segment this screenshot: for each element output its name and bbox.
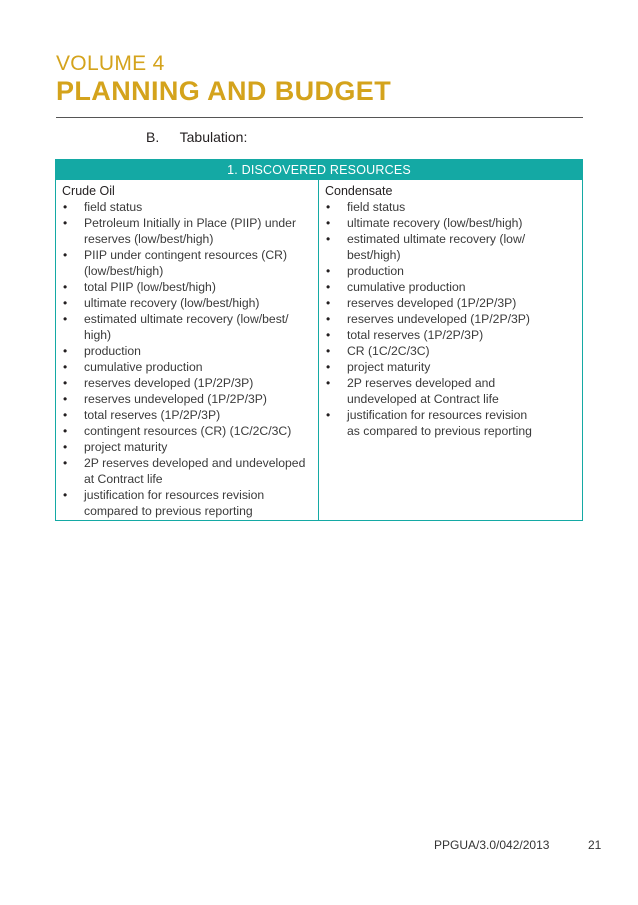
list-item: • cumulative production xyxy=(62,359,318,375)
subheading-text: Tabulation: xyxy=(179,129,248,145)
list-item: • 2P reserves developed and undeveloped at Contract life xyxy=(325,375,582,407)
page-title: PLANNING AND BUDGET xyxy=(56,76,392,106)
list-item: • PIIP under contingent resources (CR) (low/best/high) xyxy=(62,247,318,279)
crude-oil-heading: Crude Oil xyxy=(62,184,115,198)
list-item: • field status xyxy=(62,199,318,215)
volume-label: VOLUME 4 xyxy=(56,52,165,75)
crude-oil-list xyxy=(62,199,318,519)
list-item: • production xyxy=(325,263,582,279)
title-divider xyxy=(56,117,583,118)
list-item: • cumulative production xyxy=(325,279,582,295)
list-item: • field status xyxy=(325,199,582,215)
list-item: • reserves developed (1P/2P/3P) xyxy=(62,375,318,391)
list-item: • ultimate recovery (low/best/high) xyxy=(62,295,318,311)
list-item: • contingent resources (CR) (1C/2C/3C) xyxy=(62,423,318,439)
condensate-column xyxy=(319,180,582,520)
list-item: • project maturity xyxy=(62,439,318,455)
list-item: • production xyxy=(62,343,318,359)
table-header: 1. DISCOVERED RESOURCES xyxy=(56,160,582,180)
condensate-heading: Condensate xyxy=(325,184,393,198)
list-item: • estimated ultimate recovery (low/ best/high) xyxy=(325,231,582,263)
list-item: • 2P reserves developed and undeveloped at Contract life xyxy=(62,455,318,487)
list-item: • estimated ultimate recovery (low/best/ high) xyxy=(62,311,318,343)
resources-table xyxy=(55,159,583,521)
document-code: PPGUA/3.0/042/2013 xyxy=(434,838,550,852)
table-body xyxy=(56,180,582,520)
list-item: • project maturity xyxy=(325,359,582,375)
list-item: • Petroleum Initially in Place (PIIP) under reserves (low/best/high) xyxy=(62,215,318,247)
list-item: • reserves developed (1P/2P/3P) xyxy=(325,295,582,311)
crude-oil-column xyxy=(56,180,319,520)
list-item: • justification for resources revision as compared to previous reporting xyxy=(325,407,582,439)
condensate-list xyxy=(325,199,582,439)
section-subheading xyxy=(146,129,247,145)
list-item: • reserves undeveloped (1P/2P/3P) xyxy=(325,311,582,327)
list-item: • ultimate recovery (low/best/high) xyxy=(325,215,582,231)
list-item: • justification for resources revision compared to previous reporting xyxy=(62,487,318,519)
subheading-number: B. xyxy=(146,129,160,145)
page-number: 21 xyxy=(588,838,602,852)
list-item: • total PIIP (low/best/high) xyxy=(62,279,318,295)
list-item: • CR (1C/2C/3C) xyxy=(325,343,582,359)
list-item: • reserves undeveloped (1P/2P/3P) xyxy=(62,391,318,407)
list-item: • total reserves (1P/2P/3P) xyxy=(62,407,318,423)
list-item: • total reserves (1P/2P/3P) xyxy=(325,327,582,343)
